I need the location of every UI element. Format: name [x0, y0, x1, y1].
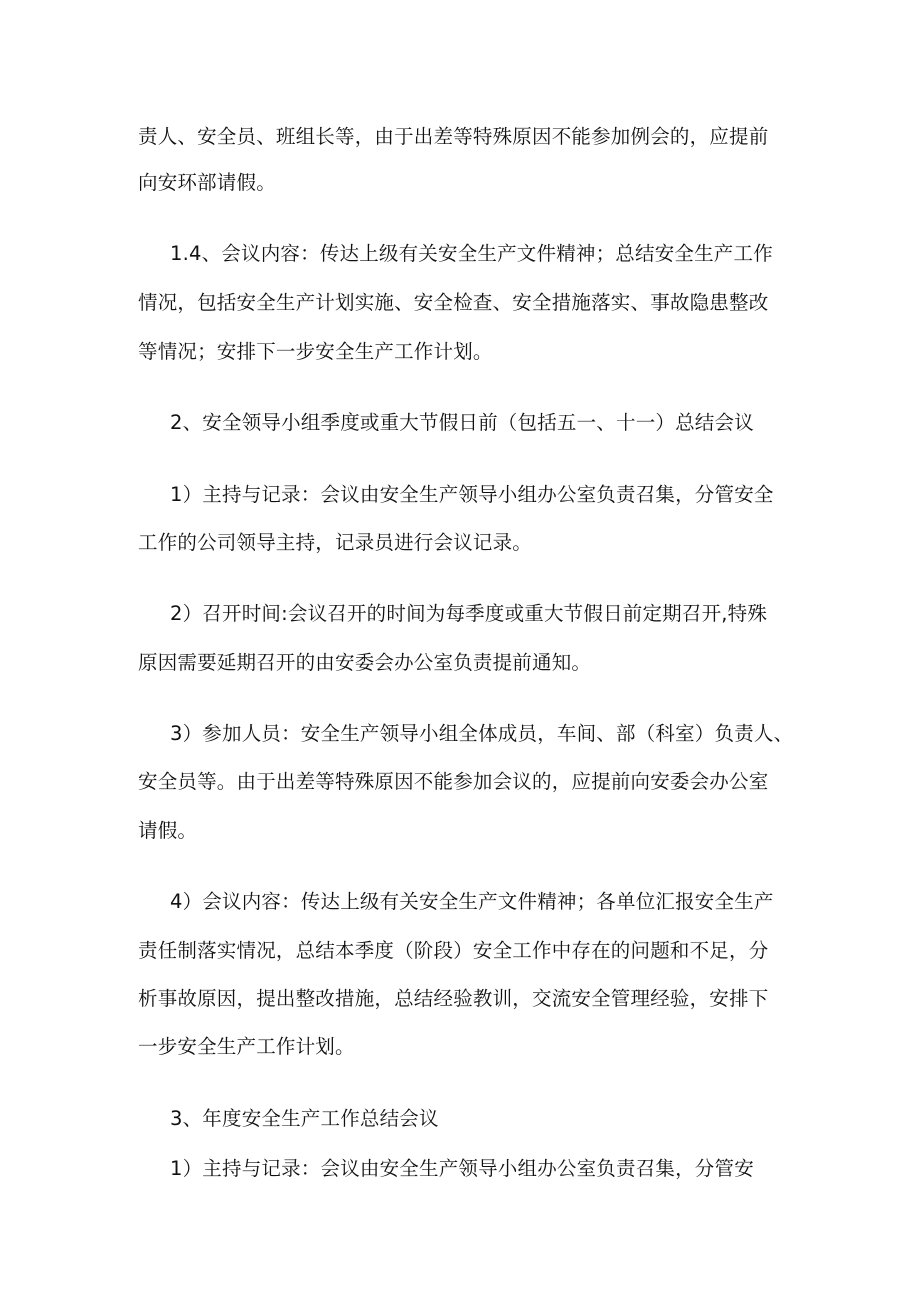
text-line: 析事故原因，提出整改措施，总结经验教训，交流安全管理经验，安排下 — [138, 987, 769, 1010]
text-line: 1.4、会议内容：传达上级有关安全生产文件精神；总结安全生产工作 — [170, 242, 773, 265]
section-heading: 2、安全领导小组季度或重大节假日前（包括五一、十一）总结会议 — [170, 411, 754, 434]
text-line: 1）主持与记录：会议由安全生产领导小组办公室负责召集，分管安 — [170, 1157, 754, 1180]
text-line: 工作的公司领导主持，记录员进行会议记录。 — [138, 531, 533, 554]
text-line: 向安环部请假。 — [138, 171, 276, 194]
text-line: 责人、安全员、班组长等，由于出差等特殊原因不能参加例会的，应提前 — [138, 125, 769, 148]
text-line: 一步安全生产工作计划。 — [138, 1035, 355, 1058]
text-line: 4）会议内容：传达上级有关安全生产文件精神；各单位汇报安全生产 — [170, 890, 774, 913]
text-line: 安全员等。由于出差等特殊原因不能参加会议的，应提前向安委会办公室 — [138, 770, 769, 793]
text-line: 1）主持与记录：会议由安全生产领导小组办公室负责召集，分管安全 — [170, 483, 774, 506]
text-line: 情况，包括安全生产计划实施、安全检查、安全措施落实、事故隐患整改 — [138, 291, 769, 314]
text-line: 3）参加人员：安全生产领导小组全体成员，车间、部（科室）负责人、 — [170, 722, 794, 745]
text-line: 原因需要延期召开的由安委会办公室负责提前通知。 — [138, 651, 592, 674]
text-line: 责任制落实情况，总结本季度（阶段）安全工作中存在的问题和不足，分 — [138, 939, 769, 962]
section-heading: 3、年度安全生产工作总结会议 — [170, 1107, 439, 1130]
text-line: 2）召开时间:会议召开的时间为每季度或重大节假日前定期召开,特殊 — [170, 602, 768, 625]
text-line: 请假。 — [138, 819, 198, 842]
text-line: 等情况；安排下一步安全生产工作计划。 — [138, 340, 493, 363]
